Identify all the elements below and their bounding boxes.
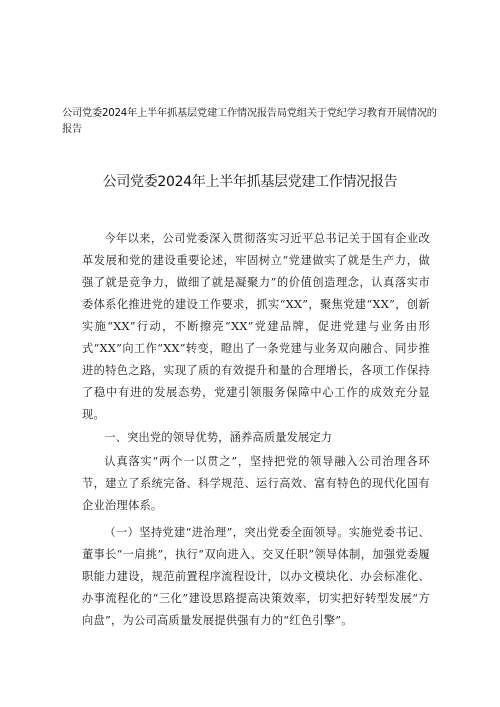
document-body — [82, 228, 430, 632]
intro-paragraph: 今年以来，公司党委深入贯彻落实习近平总书记关于国有企业改革发展和党的建设重要论述，牢固树立“党建做实了就是生产力，做强了就是竞争力，做细了就是凝聚力”的价值创造理念，认真落实市委体系化推进党的建设工作要求，抓实“XX”，聚焦党建“XX”，创新实施“XX”行动，不断擦亮“XX”党建品牌，促进党建与业务由形式“XX”向工作“XX”转变，瞪出了一条党建与业务双向融合、同步推进的特色之路，实现了质的有效提升和量的合理增长，各项工作保持了稳中有进的发展态势，党建引领服务保障中心工作的成效充分显现。 — [82, 232, 430, 421]
subsection-paragraph: （一）坚持党建“进治理”，突出党委全面领导。实施党委书记、董事长“一肩挑”，执行“双向进入、交叉任职”领导体制，加强党委履职能力建设，规范前置程序流程设计，以办文模块化、办会标准化、办事流程化的“三化”建设思路提高决策效率，切实把好转型发展“方向盘”，为公司高质量发展提供强有力的“红色引擎”。 — [82, 526, 430, 627]
section-heading: 一、突出党的领导优势，涵养高质量发展定力 — [104, 431, 333, 444]
document-header: 公司党委2024年上半年抓基层党建工作情况报告局党组关于党纪学习教育开展情况的报告 — [62, 108, 437, 135]
document-title: 公司党委2024年上半年抓基层党建工作情况报告 — [102, 174, 398, 190]
section-paragraph: 认真落实“两个一以贯之”，坚持把党的领导融入公司治理各环节，建立了系统完备、科学规范、运行高效、富有特色的现代化国有企业治理体系。 — [82, 455, 430, 512]
